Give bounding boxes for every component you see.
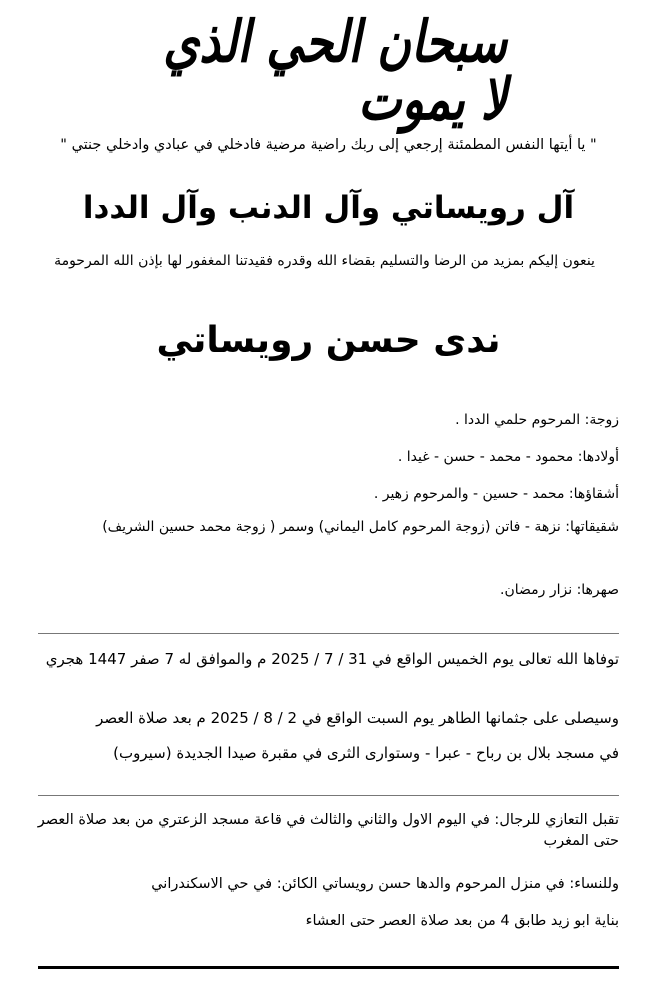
children-line: أولادها: محمود - محمد - حسن - غيدا . (397, 449, 619, 465)
quran-verse: " يا أيتها النفس المطمئنة إرجعي إلى ربك راضية مرضية فادخلي في عبادي وادخلي جنتي " (60, 137, 597, 153)
calligraphy-text: سبحان الحي الذي لا يموت (163, 7, 507, 133)
condolences-women-line-2: بناية ابو زيد طابق 4 من بعد صلاة العصر حتى العشاء (305, 913, 619, 929)
calligraphy-header (150, 7, 507, 133)
families-heading: آل رويساتي وآل الدنب وآل الددا (82, 190, 575, 226)
intro-text: ينعون إليكم بمزيد من الرضا والتسليم بقضاء الله وقدره فقيدتنا المغفور لها بإذن الله المرحومة (54, 253, 595, 269)
death-notice: توفاها الله تعالى يوم الخميس الواقع في 31 / 7 / 2025 م والموافق له 7 صفر 1447 هجري (45, 650, 619, 668)
sisters-line: شقيقاتها: نزهة - فاتن (زوجة المرحوم كامل اليماني) وسمر ( زوجة محمد حسين الشريف) (102, 519, 619, 535)
condolences-men: تقبل التعازي للرجال: في اليوم الاول والثاني والثالث في قاعة مسجد الزعتري من بعد صلاة العصر حتى المغرب (37, 812, 619, 850)
divider (38, 633, 619, 634)
funeral-prayer-line: وسيصلى على جثمانها الطاهر يوم السبت الواقع في 2 / 8 / 2025 م بعد صلاة العصر (96, 709, 619, 727)
spouse-line: زوجة: المرحوم حلمي الددا . (455, 412, 619, 428)
divider (38, 795, 619, 796)
in-law-line: صهرها: نزار رمضان. (500, 582, 619, 598)
condolences-women-line-1: وللنساء: في منزل المرحوم والدها حسن رويساتي الكائن: في حي الاسكندراني (151, 876, 619, 892)
bottom-divider (38, 966, 619, 969)
deceased-name: ندى حسن رويساتي (156, 320, 501, 361)
brothers-line: أشقاؤها: محمد - حسين - والمرحوم زهير . (373, 486, 619, 502)
burial-line: في مسجد بلال بن رباح - عبرا - وستوارى الثرى في مقبرة صيدا الجديدة (سيروب) (113, 744, 619, 762)
